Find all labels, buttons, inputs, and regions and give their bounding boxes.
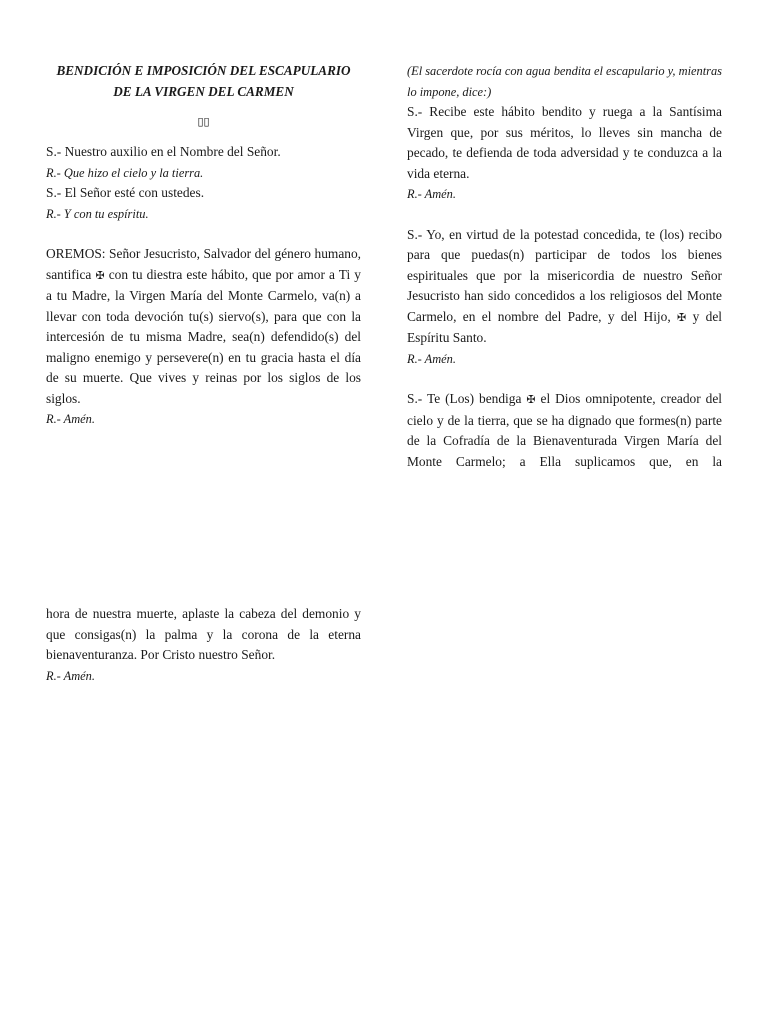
- oremos-text-1: OREMOS: Señor Jesucristo, Salvador del género humano, santifica: [46, 246, 361, 282]
- oremos-text-2: con tu diestra este hábito, que por amor a Ti y a tu Madre, la Virgen María del Monte Carmelo, va(n) a llevar con toda devoción tu(s) siervo(s), para que con la intercesión de tu misma Madre, sea(n) defendido(s) del maligno enemigo y persevere(n) en tu gracia hasta el día de su muerte. Que vives y reinas por los siglos de los siglos.: [46, 266, 361, 406]
- response-r3: R.- Amén.: [46, 412, 95, 426]
- versicle-s1: S.- Nuestro auxilio en el Nombre del Señor.: [46, 144, 281, 159]
- s5-text-2: el Dios omnipotente, creador del cielo y de la tierra, que se ha dignado que formes(n) parte de la Cofradía de la Bienaventurada Virgen María del Monte Carmelo; a Ella suplicamos que, en la: [407, 391, 722, 469]
- response-r1: R.- Que hizo el cielo y la tierra.: [46, 165, 204, 180]
- left-column-continuation: [46, 604, 361, 686]
- versicle-s5: [407, 389, 722, 472]
- continuation-text: hora de nuestra muerte, aplaste la cabeza del demonio y que consigas(n) la palma y la corona de la eterna bienaventuranza. Por Cristo nuestro Señor.: [46, 606, 361, 662]
- versicle-s3: S.- Recibe este hábito bendito y ruega a la Santísima Virgen que, por sus méritos, lo lleves sin mancha de pecado, te defienda de toda adversidad y te conduzca a la vida eterna.: [407, 104, 722, 181]
- cross-icon: ✠: [95, 268, 105, 282]
- s5-text-1: S.- Te (Los) bendiga: [407, 391, 522, 406]
- oremos-prayer: [46, 244, 361, 409]
- response-r6: R.- Amén.: [407, 351, 456, 366]
- left-column-top: [46, 61, 361, 430]
- cross-icon: ✠: [526, 393, 536, 406]
- response-r5: R.- Amén.: [407, 187, 456, 201]
- document-title-line2: DE LA VIRGEN DEL CARMEN: [113, 83, 294, 99]
- versicle-s2: S.- El Señor esté con ustedes.: [46, 185, 205, 200]
- document-title-line1: BENDICIÓN E IMPOSICIÓN DEL ESCAPULARIO: [56, 63, 351, 78]
- response-r2: R.- Y con tu espíritu.: [46, 206, 149, 221]
- rubric-instruction: (El sacerdote rocía con agua bendita el escapulario y, mientras lo impone, dice:): [407, 64, 722, 99]
- s4-text-1: S.- Yo, en virtud de la potestad concedida, te (los) recibo para que puedas(n) participar de todos los bienes espirituales que por la misericordia de nuestro Señor Jesucristo han sido concedidos a los religiosos del Monte Carmelo, en el nombre del Padre, y del Hijo,: [407, 226, 722, 324]
- right-column: [407, 61, 722, 472]
- versicle-s4: [407, 225, 722, 349]
- ornament-glyph: ▯▯: [197, 115, 210, 128]
- cross-icon: ✠: [677, 310, 687, 324]
- response-r4: R.- Amén.: [46, 668, 95, 683]
- s4-text-2: y del Espíritu Santo.: [407, 308, 722, 345]
